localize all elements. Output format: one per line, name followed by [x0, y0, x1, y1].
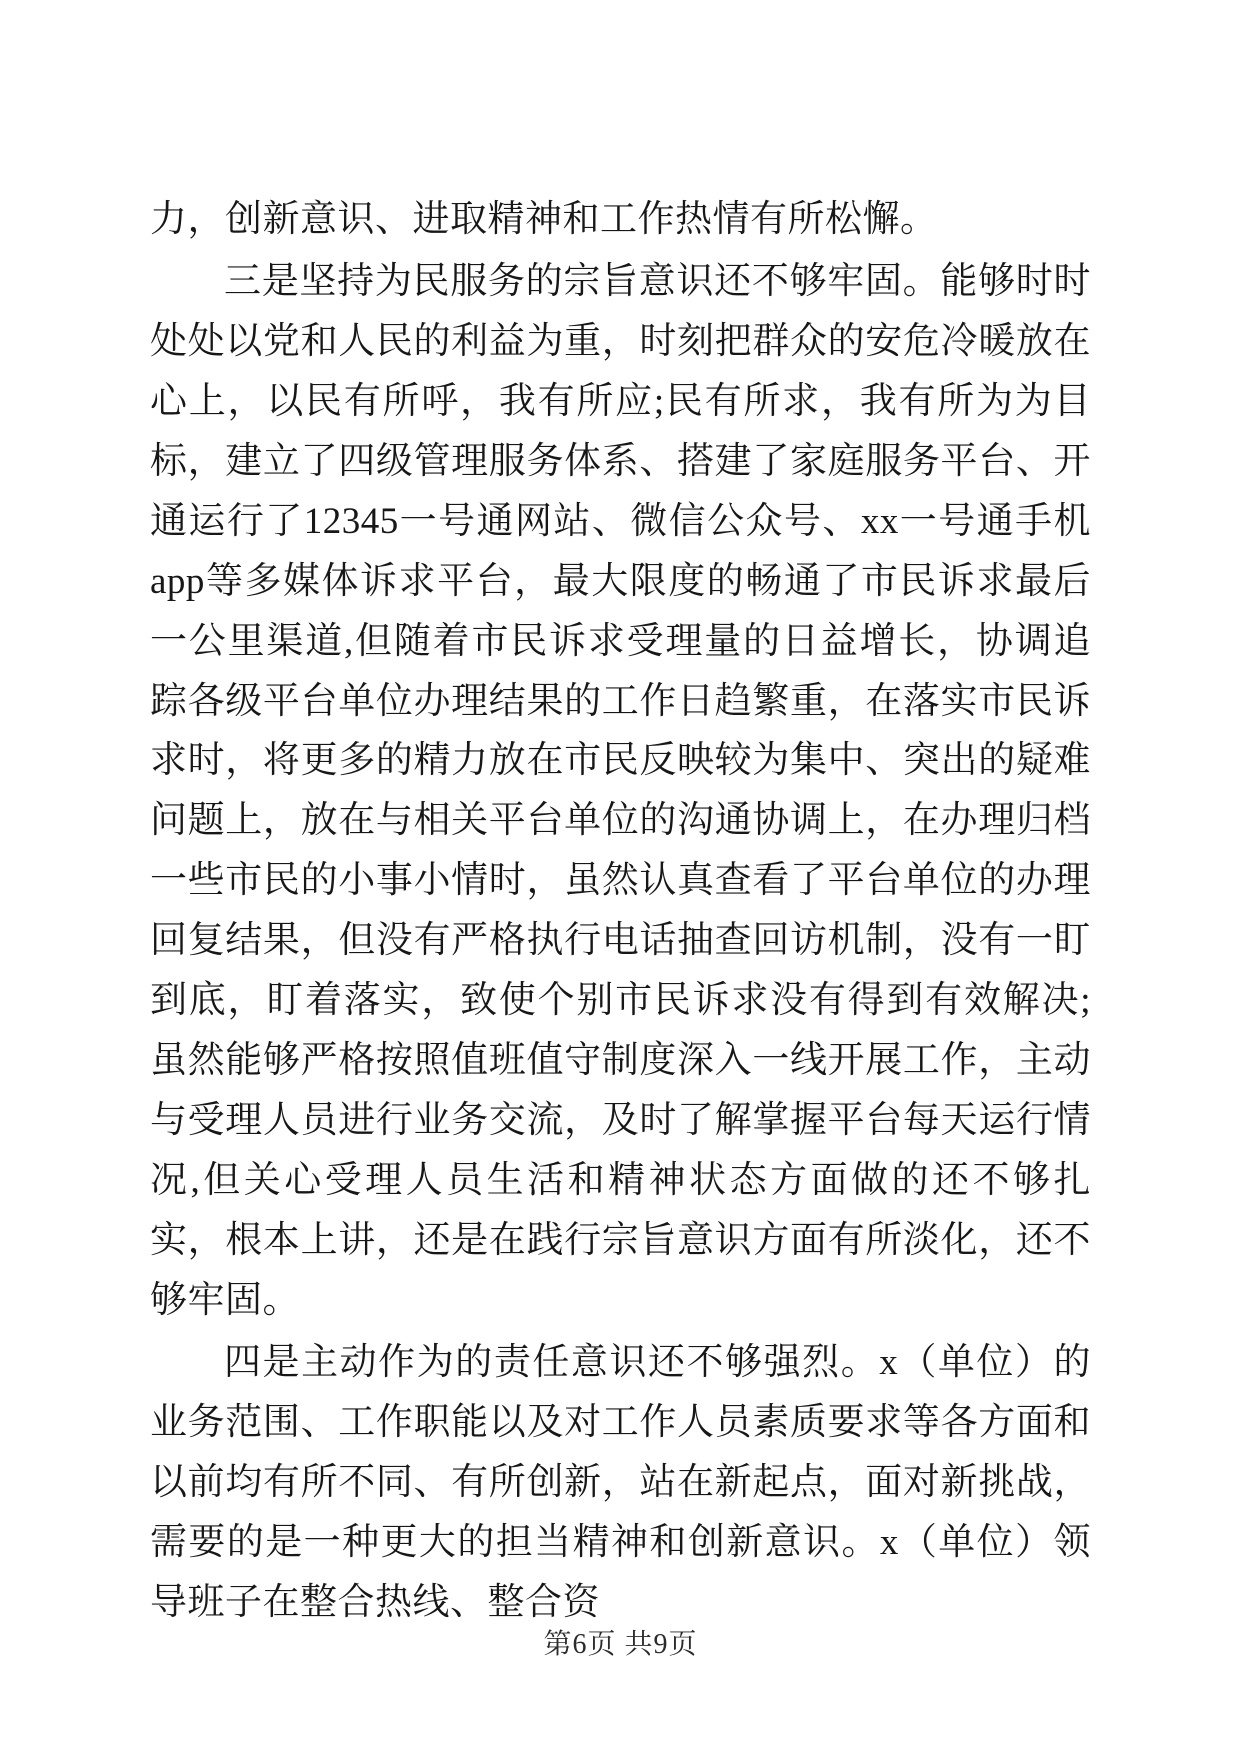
page-number-label: 第6页 共9页	[543, 1629, 698, 1660]
paragraph-point-three: 三是坚持为民服务的宗旨意识还不够牢固。能够时时处处以党和人民的利益为重，时刻把群众的安危冷暖放在心上，以民有所呼，我有所应;民有所求，我有所为为目标，建立了四级管理服务体系、搭建了家庭服务平台、开通运行了12345一号通网站、微信公众号、xx一号通手机app等多媒体诉求平台，最大限度的畅通了市民诉求最后一公里渠道,但随着市民诉求受理量的日益增长，协调追踪各级平台单位办理结果的工作日趋繁重，在落实市民诉求时，将更多的精力放在市民反映较为集中、突出的疑难问题上，放在与相关平台单位的沟通协调上，在办理归档一些市民的小事小情时，虽然认真查看了平台单位的办理回复结果，但没有严格执行电话抽查回访机制，没有一盯到底，盯着落实，致使个别市民诉求没有得到有效解决;虽然能够严格按照值班值守制度深入一线开展工作，主动与受理人员进行业务交流，及时了解掌握平台每天运行情况,但关心受理人员生活和精神状态方面做的还不够扎实，根本上讲，还是在践行宗旨意识方面有所淡化，还不够牢固。	[150, 260, 1091, 1321]
page-footer	[0, 1622, 1241, 1662]
document-body	[150, 190, 1091, 1633]
paragraph-point-four: 四是主动作为的责任意识还不够强烈。x（单位）的业务范围、工作职能以及对工作人员素质要求等各方面和以前均有所不同、有所创新，站在新起点，面对新挑战，需要的是一种更大的担当精神和创新意识。x（单位）领导班子在整合热线、整合资	[150, 1341, 1091, 1623]
paragraph-continued: 力，创新意识、进取精神和工作热情有所松懈。	[150, 199, 938, 240]
